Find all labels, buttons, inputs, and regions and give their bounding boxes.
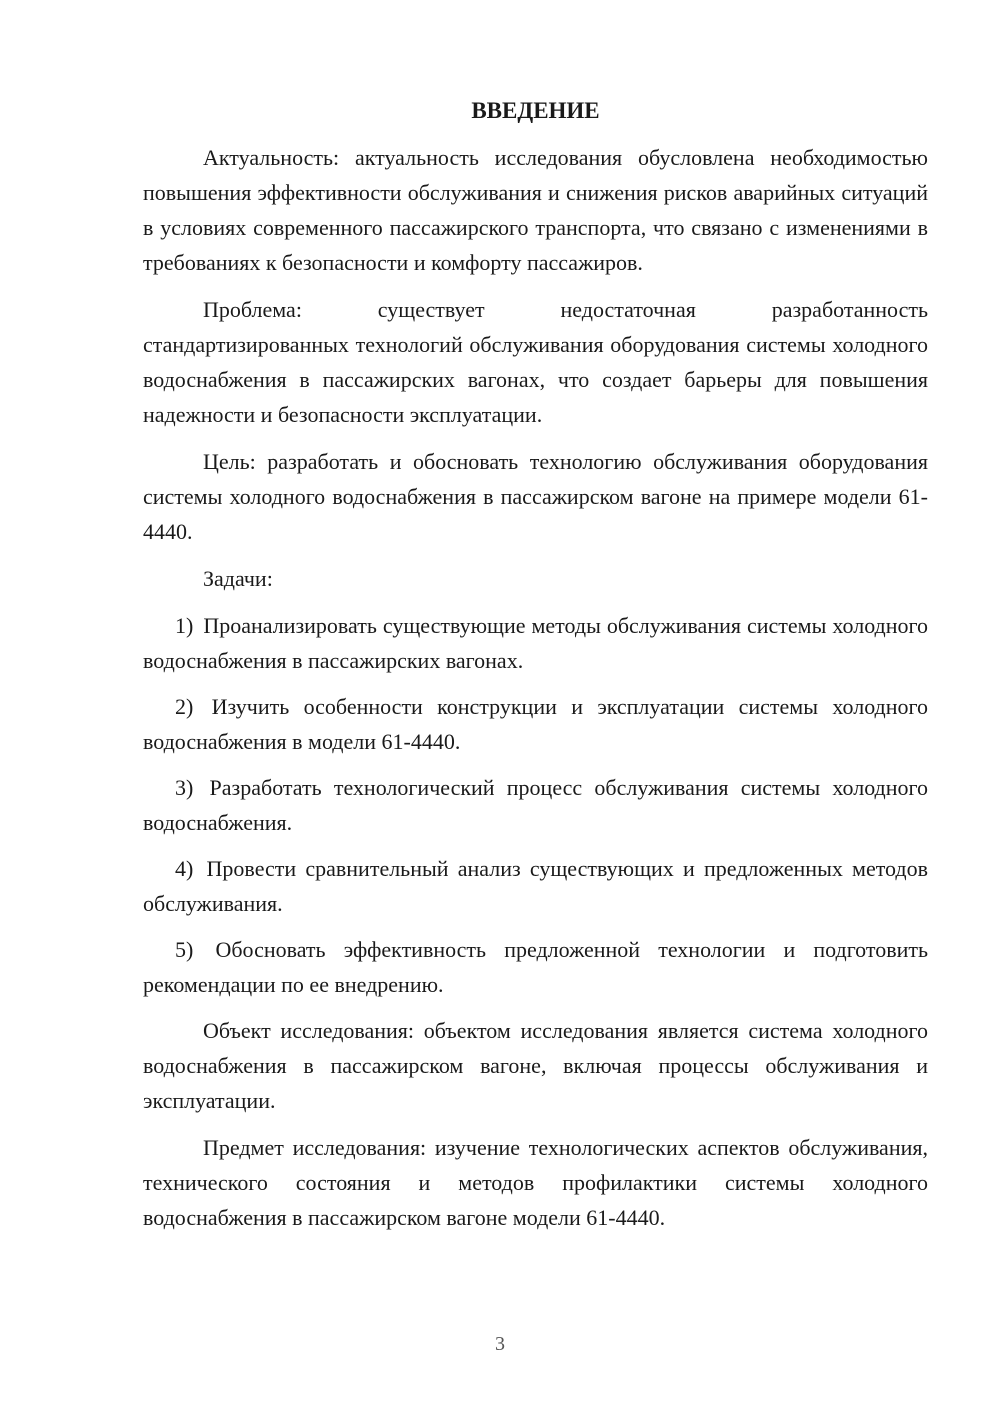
list-item-number: 4) xyxy=(175,856,194,881)
page-number: 3 xyxy=(495,1333,505,1355)
list-item xyxy=(143,932,928,1002)
list-item-text: Изучить особенности конструкции и эксплуатации системы холодного водоснабжения в модели 61-4440. xyxy=(143,694,928,754)
list-item-number: 3) xyxy=(175,775,194,800)
paragraph-relevance: Актуальность: актуальность исследования обусловлена необходимостью повышения эффективности обслуживания и снижения рисков аварийных ситуаций в условиях современного пассажирского транспорта, что связано с изменениями в требованиях к безопасности и комфорту пассажиров. xyxy=(143,145,928,275)
paragraph-subject: Предмет исследования: изучение технологических аспектов обслуживания, технического состояния и методов профилактики системы холодного водоснабжения в пассажирском вагоне модели 61-4440. xyxy=(143,1135,928,1230)
list-item-text: Провести сравнительный анализ существующих и предложенных методов обслуживания. xyxy=(143,856,929,916)
tasks-heading: Задачи: xyxy=(203,566,273,591)
list-item-text: Разработать технологический процесс обслуживания системы холодного водоснабжения. xyxy=(143,775,929,835)
paragraph-goal: Цель: разработать и обосновать технологию обслуживания оборудования системы холодного водоснабжения в пассажирском вагоне на примере модели 61-4440. xyxy=(143,449,928,544)
list-item xyxy=(143,770,928,840)
section-title: ВВЕДЕНИЕ xyxy=(471,98,600,123)
list-item-text: Обосновать эффективность предложенной технологии и подготовить рекомендации по ее внедрению. xyxy=(143,937,929,997)
list-item xyxy=(143,851,928,921)
paragraph-object: Объект исследования: объектом исследования является система холодного водоснабжения в пассажирском вагоне, включая процессы обслуживания и эксплуатации. xyxy=(143,1018,928,1113)
list-item xyxy=(143,608,928,678)
list-item-number: 5) xyxy=(175,937,194,962)
list-item xyxy=(143,689,928,759)
list-item-number: 1) xyxy=(175,613,194,638)
list-item-number: 2) xyxy=(175,694,194,719)
list-item-text: Проанализировать существующие методы обслуживания системы холодного водоснабжения в пассажирских вагонах. xyxy=(143,613,929,673)
paragraph-problem: Проблема: существует недостаточная разработанность стандартизированных технологий обслуживания оборудования системы холодного водоснабжения в пассажирских вагонах, что создает барьеры для повышения надежности и безопасности эксплуатации. xyxy=(143,297,928,427)
document-page xyxy=(143,96,928,1247)
